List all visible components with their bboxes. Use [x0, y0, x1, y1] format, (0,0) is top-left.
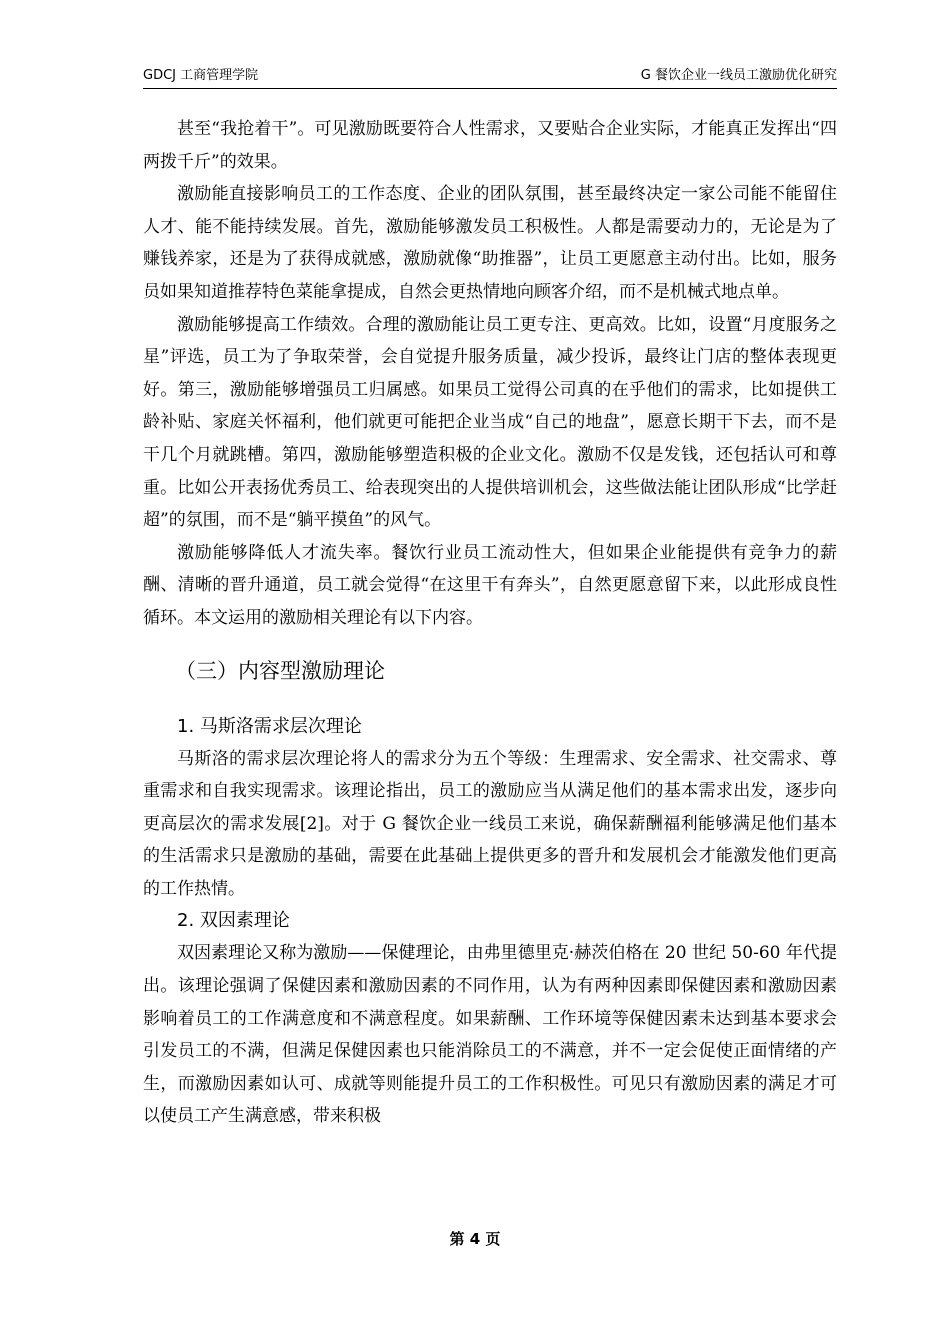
paragraph-2: 激励能直接影响员工的工作态度、企业的团队氛围，甚至最终决定一家公司能不能留住人才、能不能持续发展。首先，激励能够激发员工积极性。人都是需要动力的，无论是为了赚钱养家，还是为了获得成就感，激励就像“助推器”，让员工更愿意主动付出。比如，服务员如果知道推荐特色菜能拿提成，自然会更热情地向顾客介绍，而不是机械式地点单。: [143, 184, 837, 302]
paragraph-maslow: 马斯洛的需求层次理论将人的需求分为五个等级：生理需求、安全需求、社交需求、尊重需求和自我实现需求。该理论指出，员工的激励应当从满足他们的基本需求出发，逐步向更高层次的需求发展[2]。对于 G 餐饮企业一线员工来说，确保薪酬福利能够满足他们基本的生活需求只是激励的基础，需要在此基础上提供更多的晋升和发展机会才能激发他们更高的工作热情。: [143, 748, 837, 899]
page-header: [143, 66, 837, 89]
paragraph-two-factor: 双因素理论又称为激励——保健理论，由弗里德里克·赫茨伯格在 20 世纪 50-60 年代提出。该理论强调了保健因素和激励因素的不同作用，认为有两种因素即保健因素和激励因素影响着员工的工作满意度和不满意程度。如果薪酬、工作环境等保健因素未达到基本要求会引发员工的不满，但满足保健因素也只能消除员工的不满意，并不一定会促使正面情绪的产生，而激励因素如认可、成就等则能提升员工的工作积极性。可见只有激励因素的满足才可以使员工产生满意感，带来积极: [143, 943, 837, 1127]
header-school: GDCJ 工商管理学院: [143, 68, 259, 83]
section-heading: （三）内容型激励理论: [175, 658, 385, 683]
paragraph-3: 激励能够提高工作绩效。合理的激励能让员工更专注、更高效。比如，设置“月度服务之星”评选，员工为了争取荣誉，会自觉提升服务质量，减少投诉，最终让门店的整体表现更好。第三，激励能够增强员工归属感。如果员工觉得公司真的在乎他们的需求，比如提供工龄补贴、家庭关怀福利，他们就更可能把企业当成“自己的地盘”，愿意长期干下去，而不是干几个月就跳槽。第四，激励能够塑造积极的企业文化。激励不仅是发钱，还包括认可和尊重。比如公开表扬优秀员工、给表现突出的人提供培训机会，这些做法能让团队形成“比学赶超”的氛围，而不是“躺平摸鱼”的风气。: [143, 314, 837, 531]
subsection-heading-maslow: 1. 马斯洛需求层次理论: [177, 715, 362, 737]
paragraph-1: 甚至“我抢着干”。可见激励既要符合人性需求，又要贴合企业实际，才能真正发挥出“四两拨千斤”的效果。: [143, 119, 837, 172]
header-thesis-title: G 餐饮企业一线员工激励优化研究: [640, 68, 837, 83]
paragraph-4: 激励能够降低人才流失率。餐饮行业员工流动性大，但如果企业能提供有竞争力的薪酬、清晰的晋升通道，员工就会觉得“在这里干有奔头”，自然更愿意留下来，以此形成良性循环。本文运用的激励相关理论有以下内容。: [143, 542, 837, 628]
subsection-heading-two-factor: 2. 双因素理论: [177, 910, 290, 932]
page-body: [143, 113, 837, 1133]
page-number: 第 4 页: [449, 1230, 501, 1248]
